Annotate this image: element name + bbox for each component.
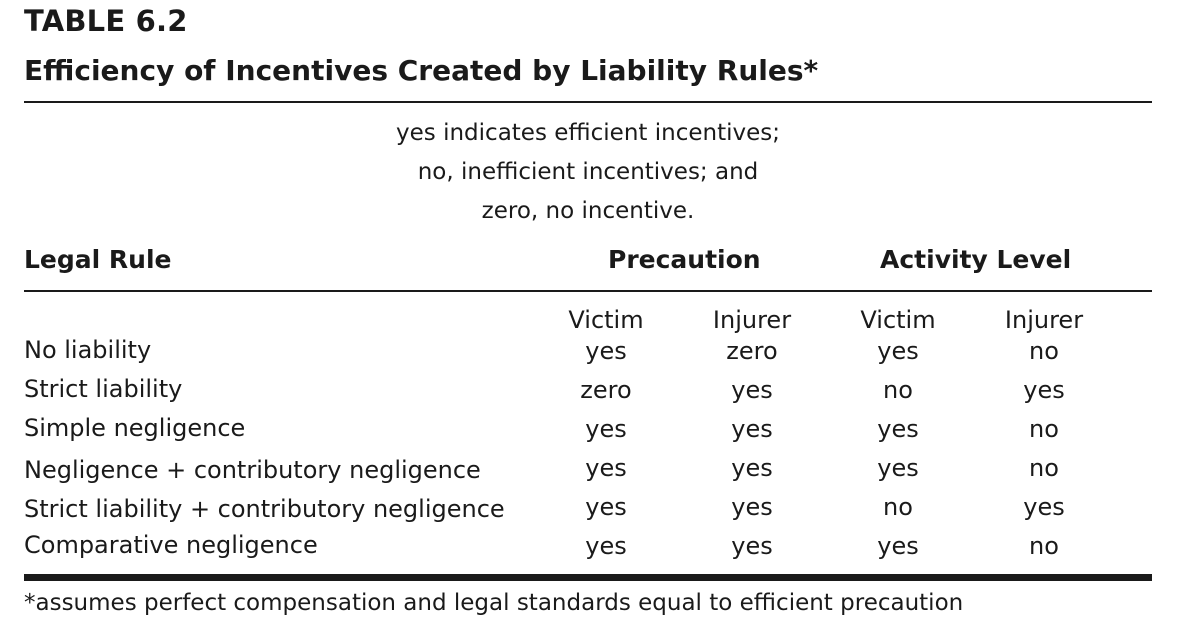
legend-note-line: zero, no incentive. bbox=[481, 198, 695, 224]
table-title: Efficiency of Incentives Created by Liability Rules* bbox=[24, 54, 819, 87]
subheader-activity-victim: Victim bbox=[860, 306, 936, 334]
cell-precaution-victim: yes bbox=[585, 415, 627, 443]
row-label: Strict liability + contributory negligence bbox=[24, 495, 505, 523]
cell-precaution-injurer: yes bbox=[731, 376, 773, 404]
cell-activity-injurer: no bbox=[1029, 532, 1059, 560]
column-header-activity-level: Activity Level bbox=[880, 245, 1072, 274]
cell-precaution-victim: yes bbox=[585, 532, 627, 560]
cell-activity-victim: yes bbox=[877, 454, 919, 482]
column-header-precaution: Precaution bbox=[608, 245, 761, 274]
column-header-legal-rule: Legal Rule bbox=[24, 245, 172, 274]
cell-precaution-victim: yes bbox=[585, 493, 627, 521]
cell-precaution-injurer: yes bbox=[731, 493, 773, 521]
cell-activity-injurer: no bbox=[1029, 337, 1059, 365]
cell-precaution-injurer: yes bbox=[731, 415, 773, 443]
subheader-activity-injurer: Injurer bbox=[1004, 306, 1084, 334]
row-label: Negligence + contributory negligence bbox=[24, 456, 481, 484]
cell-activity-victim: yes bbox=[877, 337, 919, 365]
cell-precaution-injurer: yes bbox=[731, 532, 773, 560]
header-divider bbox=[24, 290, 1152, 292]
cell-activity-injurer: yes bbox=[1023, 493, 1065, 521]
bottom-divider bbox=[24, 574, 1152, 581]
cell-activity-victim: no bbox=[883, 493, 913, 521]
row-label: Strict liability bbox=[24, 375, 183, 403]
subheader-precaution-victim: Victim bbox=[568, 306, 644, 334]
cell-activity-injurer: no bbox=[1029, 415, 1059, 443]
cell-precaution-injurer: zero bbox=[726, 337, 778, 365]
top-divider bbox=[24, 101, 1152, 103]
subheader-precaution-injurer: Injurer bbox=[712, 306, 792, 334]
cell-precaution-injurer: yes bbox=[731, 454, 773, 482]
cell-activity-victim: yes bbox=[877, 532, 919, 560]
cell-precaution-victim: zero bbox=[580, 376, 632, 404]
footnote: *assumes perfect compensation and legal standards equal to efficient precaution bbox=[24, 590, 964, 616]
row-label: No liability bbox=[24, 336, 152, 364]
row-label: Simple negligence bbox=[24, 414, 246, 442]
cell-precaution-victim: yes bbox=[585, 337, 627, 365]
cell-activity-injurer: yes bbox=[1023, 376, 1065, 404]
cell-activity-injurer: no bbox=[1029, 454, 1059, 482]
legend-note-line: no, inefficient incentives; and bbox=[417, 159, 759, 185]
cell-activity-victim: no bbox=[883, 376, 913, 404]
table-number: TABLE 6.2 bbox=[24, 4, 188, 38]
cell-activity-victim: yes bbox=[877, 415, 919, 443]
legend-note-line: yes indicates efficient incentives; bbox=[396, 120, 780, 146]
row-label: Comparative negligence bbox=[24, 531, 318, 559]
cell-precaution-victim: yes bbox=[585, 454, 627, 482]
